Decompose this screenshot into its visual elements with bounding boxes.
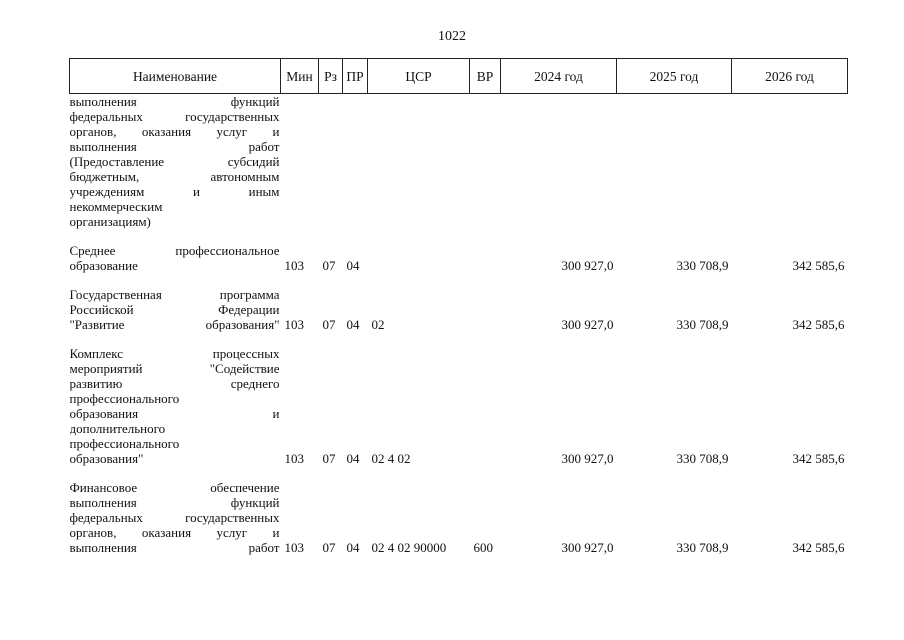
cell-rz: 07 <box>322 540 336 555</box>
cell-2026: 342 585,6 <box>792 540 845 555</box>
name-line: организациям) <box>69 214 151 229</box>
page-number: 1022 <box>438 29 466 44</box>
cell-vr <box>470 243 501 273</box>
cell-rz: 07 <box>322 451 336 466</box>
row-spacer <box>70 273 848 287</box>
name-line: Финансовое обеспечение <box>69 480 280 495</box>
name-line: "Развитие образования" <box>69 317 280 332</box>
cell-min: 103 <box>284 451 304 466</box>
cell-min: 103 <box>284 317 304 332</box>
name-line: выполнения функций <box>69 94 280 109</box>
table-row <box>70 480 848 555</box>
cell-csr <box>368 243 470 273</box>
cell-2024: 300 927,0 <box>561 451 614 466</box>
cell-2024: 300 927,0 <box>561 258 614 273</box>
name-line: (Предоставление субсидий <box>69 154 280 169</box>
cell-csr: 02 4 02 <box>371 451 411 466</box>
cell-vr <box>470 287 501 332</box>
cell-name <box>70 287 281 332</box>
cell-name <box>70 346 281 466</box>
name-line: органов, оказания услуг и <box>69 124 280 139</box>
cell-vr: 600 <box>473 540 493 555</box>
cell-vr <box>470 346 501 466</box>
cell-name <box>70 94 281 230</box>
budget-table <box>69 58 848 555</box>
cell-pr: 04 <box>346 540 360 555</box>
cell-rz: 07 <box>322 258 336 273</box>
cell-min <box>281 94 319 230</box>
header-2026: 2026 год <box>732 59 848 94</box>
name-line: выполнения функций <box>69 495 280 510</box>
name-line: учреждениям и иным <box>69 184 280 199</box>
cell-2025: 330 708,9 <box>676 451 729 466</box>
header-2025: 2025 год <box>617 59 732 94</box>
name-line: образования и <box>69 406 280 421</box>
cell-2025: 330 708,9 <box>676 540 729 555</box>
cell-pr: 04 <box>346 258 360 273</box>
table-header-row <box>70 59 848 94</box>
header-min: Мин <box>281 59 319 94</box>
name-line: некоммерческим <box>69 199 163 214</box>
cell-rz <box>319 94 343 230</box>
row-spacer-cell <box>70 332 848 346</box>
cell-name <box>70 480 281 555</box>
name-line: образования" <box>69 451 144 466</box>
name-line: профессионального <box>69 436 180 451</box>
name-line: дополнительного <box>69 421 166 436</box>
row-spacer-cell <box>70 229 848 243</box>
cell-2026: 342 585,6 <box>792 317 845 332</box>
cell-2026 <box>732 94 848 230</box>
cell-csr <box>368 94 470 230</box>
name-line: образование <box>69 258 138 273</box>
header-vr: ВР <box>470 59 501 94</box>
cell-2024 <box>501 94 617 230</box>
name-line: федеральных государственных <box>69 510 280 525</box>
header-csr: ЦСР <box>368 59 470 94</box>
name-line: Государственная программа <box>69 287 280 302</box>
name-line: Комплекс процессных <box>69 346 280 361</box>
table-row <box>70 287 848 332</box>
table-row <box>70 243 848 273</box>
cell-min: 103 <box>284 258 304 273</box>
table-row <box>70 346 848 466</box>
header-name: Наименование <box>70 59 281 94</box>
cell-vr <box>470 94 501 230</box>
cell-pr: 04 <box>346 451 360 466</box>
name-line: выполнения работ <box>69 139 280 154</box>
header-2024: 2024 год <box>501 59 617 94</box>
name-line: федеральных государственных <box>69 109 280 124</box>
cell-csr: 02 4 02 90000 <box>371 540 447 555</box>
name-line: бюджетным, автономным <box>69 169 280 184</box>
table-body <box>70 94 848 556</box>
cell-pr: 04 <box>346 317 360 332</box>
row-spacer-cell <box>70 273 848 287</box>
cell-2024: 300 927,0 <box>561 540 614 555</box>
cell-2025: 330 708,9 <box>676 317 729 332</box>
row-spacer <box>70 332 848 346</box>
table-row <box>70 94 848 230</box>
row-spacer <box>70 229 848 243</box>
name-line: выполнения работ <box>69 540 280 555</box>
name-line: мероприятий "Содействие <box>69 361 280 376</box>
cell-pr <box>343 94 368 230</box>
name-line: Российской Федерации <box>69 302 280 317</box>
cell-name <box>70 243 281 273</box>
header-pr: ПР <box>343 59 368 94</box>
row-spacer-cell <box>70 466 848 480</box>
header-rz: Рз <box>319 59 343 94</box>
row-spacer <box>70 466 848 480</box>
cell-2025 <box>617 94 732 230</box>
cell-2024: 300 927,0 <box>561 317 614 332</box>
cell-rz: 07 <box>322 317 336 332</box>
name-line: профессионального <box>69 391 180 406</box>
name-line: органов, оказания услуг и <box>69 525 280 540</box>
cell-2026: 342 585,6 <box>792 451 845 466</box>
cell-csr: 02 <box>371 317 385 332</box>
cell-min: 103 <box>284 540 304 555</box>
name-line: Среднее профессиональное <box>69 243 280 258</box>
cell-2026: 342 585,6 <box>792 258 845 273</box>
cell-2025: 330 708,9 <box>676 258 729 273</box>
name-line: развитию среднего <box>69 376 280 391</box>
